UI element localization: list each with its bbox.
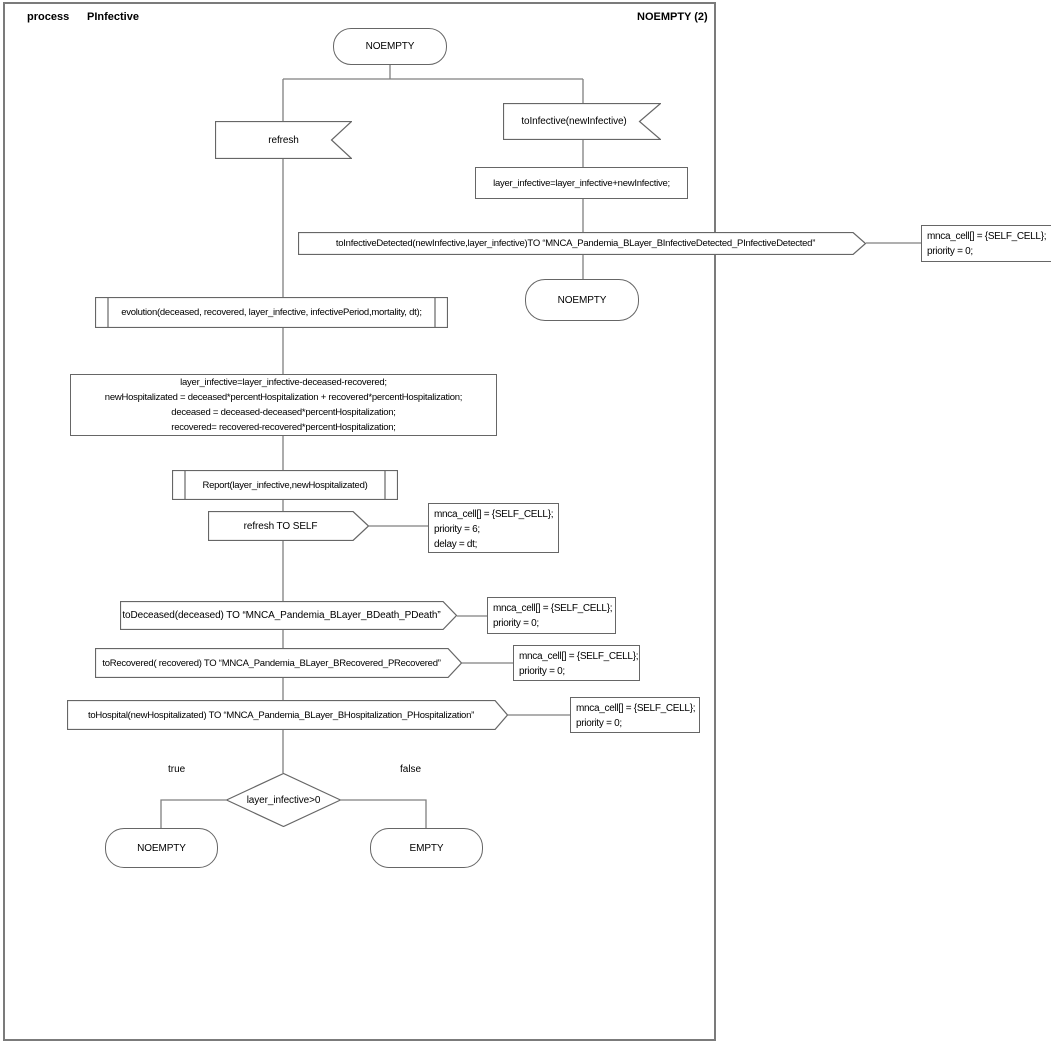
note-line: priority = 0; (576, 718, 622, 729)
note-mnca-tohospital (570, 697, 700, 733)
branch-label-false: false (400, 764, 422, 775)
call-evolution[interactable] (95, 297, 448, 328)
send-torecovered[interactable] (95, 648, 462, 678)
update-line: layer_infective=layer_infective-deceased-recovered; (180, 377, 387, 388)
note-line: mnca_cell[] = {SELF_CELL}; (576, 703, 696, 714)
action-add-newinfective-label: layer_infective=layer_infective+newInfective; (493, 177, 670, 189)
call-evolution-label: evolution(deceased, recovered, layer_infective, infectivePeriod,mortality, dt); (121, 307, 422, 318)
call-report[interactable] (172, 470, 398, 500)
update-line: newHospitalizated = deceased*percentHospitalization + recovered*percentHospitalization; (104, 392, 463, 403)
note-line: mnca_cell[] = {SELF_CELL}; (927, 231, 1047, 242)
action-add-newinfective[interactable] (475, 167, 688, 199)
end-state-empty-label: EMPTY (409, 842, 444, 854)
note-line: priority = 0; (519, 666, 565, 677)
end-state-noempty[interactable] (105, 828, 218, 868)
note-line: mnca_cell[] = {SELF_CELL}; (519, 651, 639, 662)
send-refresh-to-self[interactable] (208, 511, 369, 541)
update-line: deceased = deceased-deceased*percentHospitalization; (171, 407, 396, 418)
note-line: mnca_cell[] = {SELF_CELL}; (493, 603, 613, 614)
send-todeceased[interactable] (120, 601, 457, 630)
note-line: mnca_cell[] = {SELF_CELL}; (434, 509, 554, 520)
call-report-label: Report(layer_infective,newHospitalizated) (202, 479, 368, 491)
send-refresh-to-self-label: refresh TO SELF (243, 520, 318, 532)
note-mnca-refresh (428, 503, 559, 553)
start-state-noempty[interactable] (333, 28, 447, 65)
state-noempty-after-detect-label: NOEMPTY (557, 294, 607, 306)
start-state-label: NOEMPTY (365, 41, 415, 52)
end-state-noempty-label: NOEMPTY (137, 842, 186, 854)
process-name-label: PInfective (87, 11, 139, 23)
send-todeceased-label: toDeceased(deceased) TO “MNCA_Pandemia_BLayer_BDeath_PDeath” (122, 610, 441, 621)
update-line: recovered= recovered-recovered*percentHospitalization; (171, 422, 396, 433)
send-tohospital[interactable] (67, 700, 508, 730)
note-mnca-torecovered (513, 645, 640, 681)
note-line: delay = dt; (434, 539, 478, 550)
process-kind-label: process (27, 11, 70, 23)
wait-toinfective[interactable] (503, 103, 661, 140)
wait-refresh-label: refresh (268, 134, 299, 146)
note-mnca-todeceased (487, 597, 616, 634)
send-toinfectivedetected-label: toInfectiveDetected(newInfective,layer_infective)TO “MNCA_Pandemia_BLayer_BInfectiveDetected_PInfectiveDetected” (335, 238, 816, 249)
note-mnca-infectivedetected (921, 225, 1051, 262)
end-state-empty[interactable] (370, 828, 483, 868)
note-line: priority = 0; (927, 246, 973, 257)
send-toinfectivedetected[interactable] (298, 232, 866, 255)
action-update-variables[interactable] (70, 374, 497, 436)
note-line: priority = 6; (434, 524, 480, 535)
decision-label: layer_infective>0 (246, 794, 321, 806)
branch-label-true: true (168, 764, 186, 775)
send-tohospital-label: toHospital(newHospitalizated) TO “MNCA_Pandemia_BLayer_BHospitalization_PHospitalization” (87, 709, 475, 721)
wait-refresh[interactable] (215, 121, 352, 159)
wait-toinfective-label: toInfective(newInfective) (521, 116, 627, 127)
note-line: priority = 0; (493, 618, 539, 629)
process-state-ref-label: NOEMPTY (2) (637, 11, 708, 23)
decision-layer-infective[interactable] (226, 773, 341, 827)
state-noempty-after-detect[interactable] (525, 279, 639, 321)
send-torecovered-label: toRecovered( recovered) TO “MNCA_Pandemia_BLayer_BRecovered_PRecovered” (102, 657, 441, 669)
